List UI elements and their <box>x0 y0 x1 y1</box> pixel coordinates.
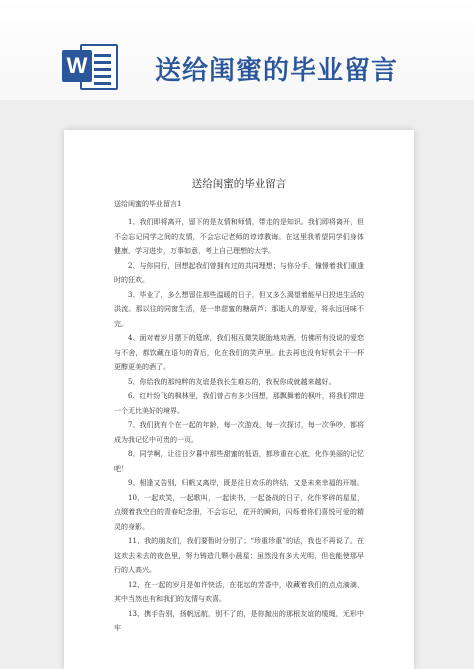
document-subtitle: 送给闺蜜的毕业留言1 <box>114 200 182 208</box>
document-title: 送给闺蜜的毕业留言 <box>191 178 287 190</box>
paragraph-4: 4、面对着岁月摆下的筵席，我们相互微笑脱胎地劝酒，仿佛所有没说的爱恋与不舍，都饮藏在语句的背后，化在我们的笑声里。此去再也没有好机会干一杯更醇更美的酒了。 <box>114 334 364 371</box>
paragraph-12: 12、在一起的岁月是如许快活，在花坛的芳香中，收藏着我们的点点滴滴，其中当然也有和我们的友情与欢喜。 <box>114 580 364 603</box>
paragraph-3: 3、毕业了，多么想留住那些温暖的日子，但又多么渴望着能早日投进生活的洪流。那以往的同窗生活，是一串甜蜜的糖葫芦；那逝人的厚爱，将永远回味不完。 <box>114 290 364 328</box>
banner-title: 送给闺蜜的毕业留言 <box>155 56 399 86</box>
paragraph-10: 10、一起欢笑，一起歌叫，一起读书，一起备战的日子，化作零碎的星星，点缀着我空白的青春纪念册，不会忘记，花开的瞬间，闪烁着你们喜悦可爱的精灵的身影。 <box>114 493 364 531</box>
paragraph-13: 13、携手告别，扬帆远航，别不了的，是你抛出的那根友谊的缆绳，无形中牢 <box>114 609 364 632</box>
document-page <box>64 130 414 669</box>
paragraph-6: 6、红叶纷飞的枫林里，我们曾占有多少回想，那飘舞着的枫叶，将我们带进一个无比美好的境界。 <box>114 392 364 415</box>
banner <box>0 0 474 100</box>
paragraph-7: 7、我们犹有个在一起的年龄，每一次游戏，每一次探讨，每一次争吵，都将成为我记忆中可贵的一页。 <box>114 421 364 444</box>
word-icon <box>62 40 120 92</box>
paragraph-2: 2、与你同行，回想起我们曾拥有过的共同理想；与你分手，憧憬着我们重逢时的狂欢。 <box>114 261 364 284</box>
paragraph-9: 9、相逢又告别，归帆又离岸，既是往日欢乐的终结，又是未来幸福的开端。 <box>128 479 364 487</box>
word-letter: W <box>62 50 92 82</box>
paragraph-5: 5、你给我的那纯粹的友谊是我长生难忘的，我祝你成就越来越好。 <box>128 377 336 386</box>
paragraph-1: 1、我们即将离开，留下的是友情和师情，带走的是知识。我们即将离开，但不会忘记同学之间的友情，不会忘记老师的谆谆教诲。在这里我希望同学们身体健康，学习进步，万事如意，考上自己理想的大学。 <box>114 218 364 255</box>
paragraph-8: 8、同学啊，让往日夕暮中那些甜蜜的低语，都珍重在心底，化作美丽的记忆吧！ <box>114 450 364 473</box>
paragraph-11: 11、我的朋友们，我们要暂时分别了；“珍重珍重”的话，我也不再说了。在这欢去未去的夜色里，努力铸造几颗小晨星；虽然没有多大光明，但也能使那早行的人高兴。 <box>114 537 364 574</box>
